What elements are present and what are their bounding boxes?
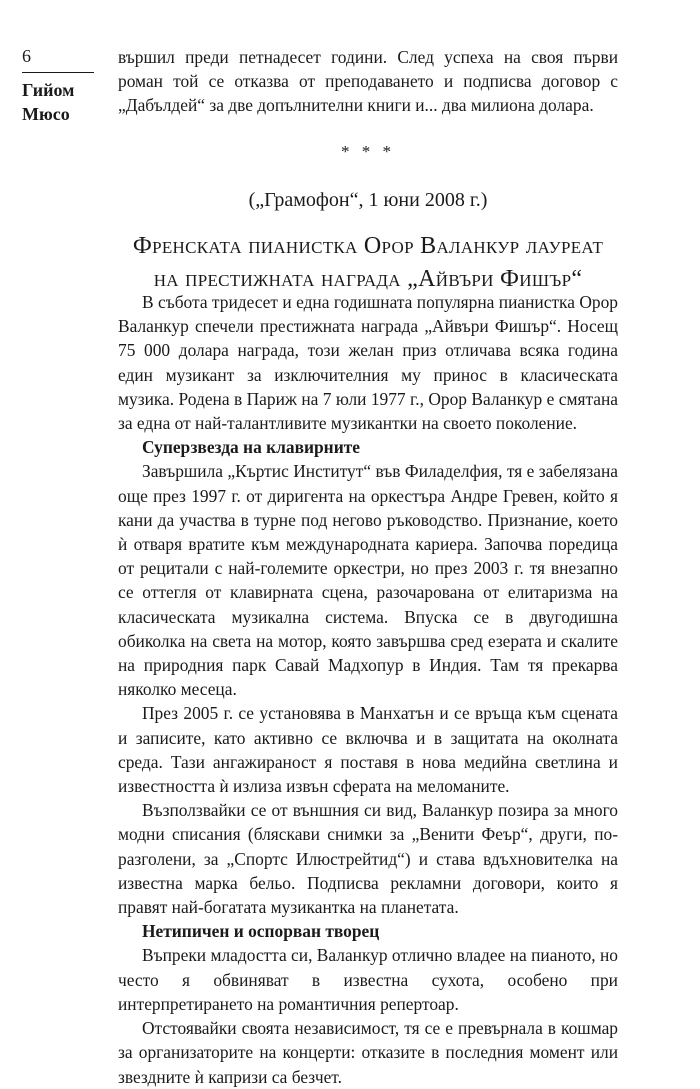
running-head (22, 78, 102, 126)
article-body (118, 290, 618, 1089)
subheading: Суперзвезда на клавирните (142, 437, 360, 458)
running-head-line: Гийом (22, 80, 75, 100)
section-ornament: * * * (341, 142, 395, 161)
margin-rule (22, 72, 94, 73)
headline-line: Френската пианистка Орор Валанкур лауреат (132, 233, 604, 259)
running-head-line: Мюсо (22, 104, 70, 124)
paragraph: Завършила „Къртис Институт“ във Филаделфия, тя е забелязана още през 1997 г. от диригента на оркестъра Андре Гревен, който я кани да участва в турне под негово ръководство. Признание, което ѝ отваря вратите към международната кариера. Започва поредица от рецитали с най-големите оркестри, но през 2003 г. тя внезапно се оттегля от клавирната сцена, разочарована от елитаризма на класическата музикална система. Впуска се в двугодишна обиколка на света на мотор, която завършва сред езерата и скалите на природния парк Савай Мадхопур в Индия. Там тя прекарва няколко месеца. (118, 461, 618, 700)
intro-paragraph: вършил преди петнадесет години. След успеха на своя първи роман той се отказва от преподаването и подписва договор с „Дабълдей“ за две допълнителни книги и... два милиона долара. (118, 47, 618, 116)
paragraph: Въпреки младостта си, Валанкур отлично владее на пианото, но често я обвиняват в известна сухота, особено при интерпретирането на романтичния репертоар. (118, 945, 618, 1014)
source-line: („Грамофон“, 1 юни 2008 г.) (248, 189, 488, 211)
paragraph: В събота тридесет и една годишната популярна пианистка Орор Валанкур спечели престижната награда „Айвъри Фишър“. Носещ 75 000 долара награда, този желан приз отличава всяка година един музикант за изключителния му принос в класическата музика. Родена в Париж на 7 юли 1977 г., Орор Валанкур е смятана за една от най-талантливите музикантки на своето поколение. (118, 292, 618, 434)
subheading: Нетипичен и оспорван творец (142, 921, 380, 942)
paragraph: През 2005 г. се установява в Манхатън и се връща към сцената и записите, като активно се включва и в защитата на околната среда. Тази ангажираност я поставя в нова медийна светлина и известността ѝ излиза извън сферата на меломаните. (118, 703, 618, 797)
headline-line: на престижната награда „Айвъри Фишър“ (153, 266, 583, 292)
page-number: 6 (22, 46, 31, 66)
paragraph: Възползвайки се от външния си вид, Валанкур позира за много модни списания (бляскави снимки за „Венити Феър“, други, по-разголени, за „Спортс Илюстрейтид“) и става вдъхновителка на известна марка бельо. Подписва рекламни договори, които я правят най-богатата музикантка на планетата. (118, 800, 618, 918)
article-headline (100, 230, 636, 296)
paragraph: Отстоявайки своята независимост, тя се е превърнала в кошмар за организаторите на концерти: отказите в последния момент или звездните ѝ капризи са безчет. (118, 1018, 618, 1087)
intro-text (118, 45, 618, 118)
